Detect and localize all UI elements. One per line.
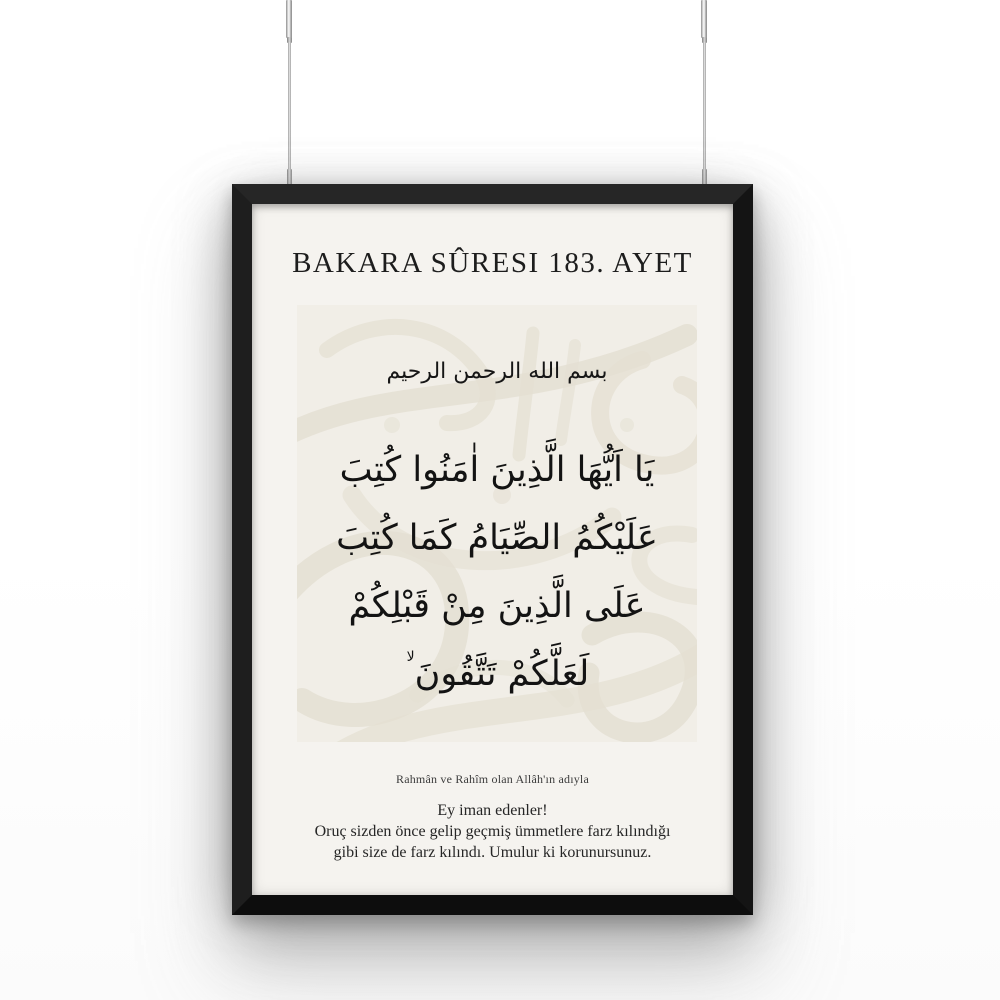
verse-line-2: عَلَيْكُمُ الصِّيَامُ كَمَا كُتِبَ: [336, 518, 658, 558]
verse-arabic: [252, 436, 742, 715]
wire-rod: [286, 0, 292, 38]
poster-frame: [232, 184, 753, 915]
wire-cable: [703, 42, 706, 170]
wire-cable: [288, 42, 291, 170]
translation-line-2: gibi size de farz kılındı. Umulur ki korunursunuz.: [333, 844, 652, 861]
poster-title: BAKARA SÛRESI 183. AYET: [292, 247, 693, 279]
verse-line-4: [252, 640, 742, 715]
wire-rod: [701, 0, 707, 38]
verse-line-4-text: لَعَلَّكُمْ تَتَّقُونَ: [414, 654, 590, 694]
bismillah-translation: Rahmân ve Rahîm olan Allâh'ın adıyla: [396, 772, 589, 786]
translation-line-1: Oruç sizden önce gelip geçmiş ümmetlere farz kılındığı: [314, 823, 671, 840]
verse-line-3: عَلَى الَّذِينَ مِنْ قَبْلِكُمْ: [348, 586, 646, 626]
waqf-mark: لا: [406, 649, 415, 665]
translation-heading: Ey iman edenler!: [437, 802, 548, 819]
bismillah-arabic: بسم الله الرحمن الرحيم: [386, 359, 608, 384]
caption-block: [252, 771, 733, 863]
calligraphy-panel: [297, 305, 697, 742]
poster-paper: [252, 204, 733, 895]
hanging-wire-left: [284, 0, 294, 186]
hanging-wire-right: [699, 0, 709, 186]
translation-body: [252, 800, 733, 863]
verse-line-1: يَا اَيُّهَا الَّذِينَ اٰمَنُوا كُتِبَ: [339, 450, 655, 490]
